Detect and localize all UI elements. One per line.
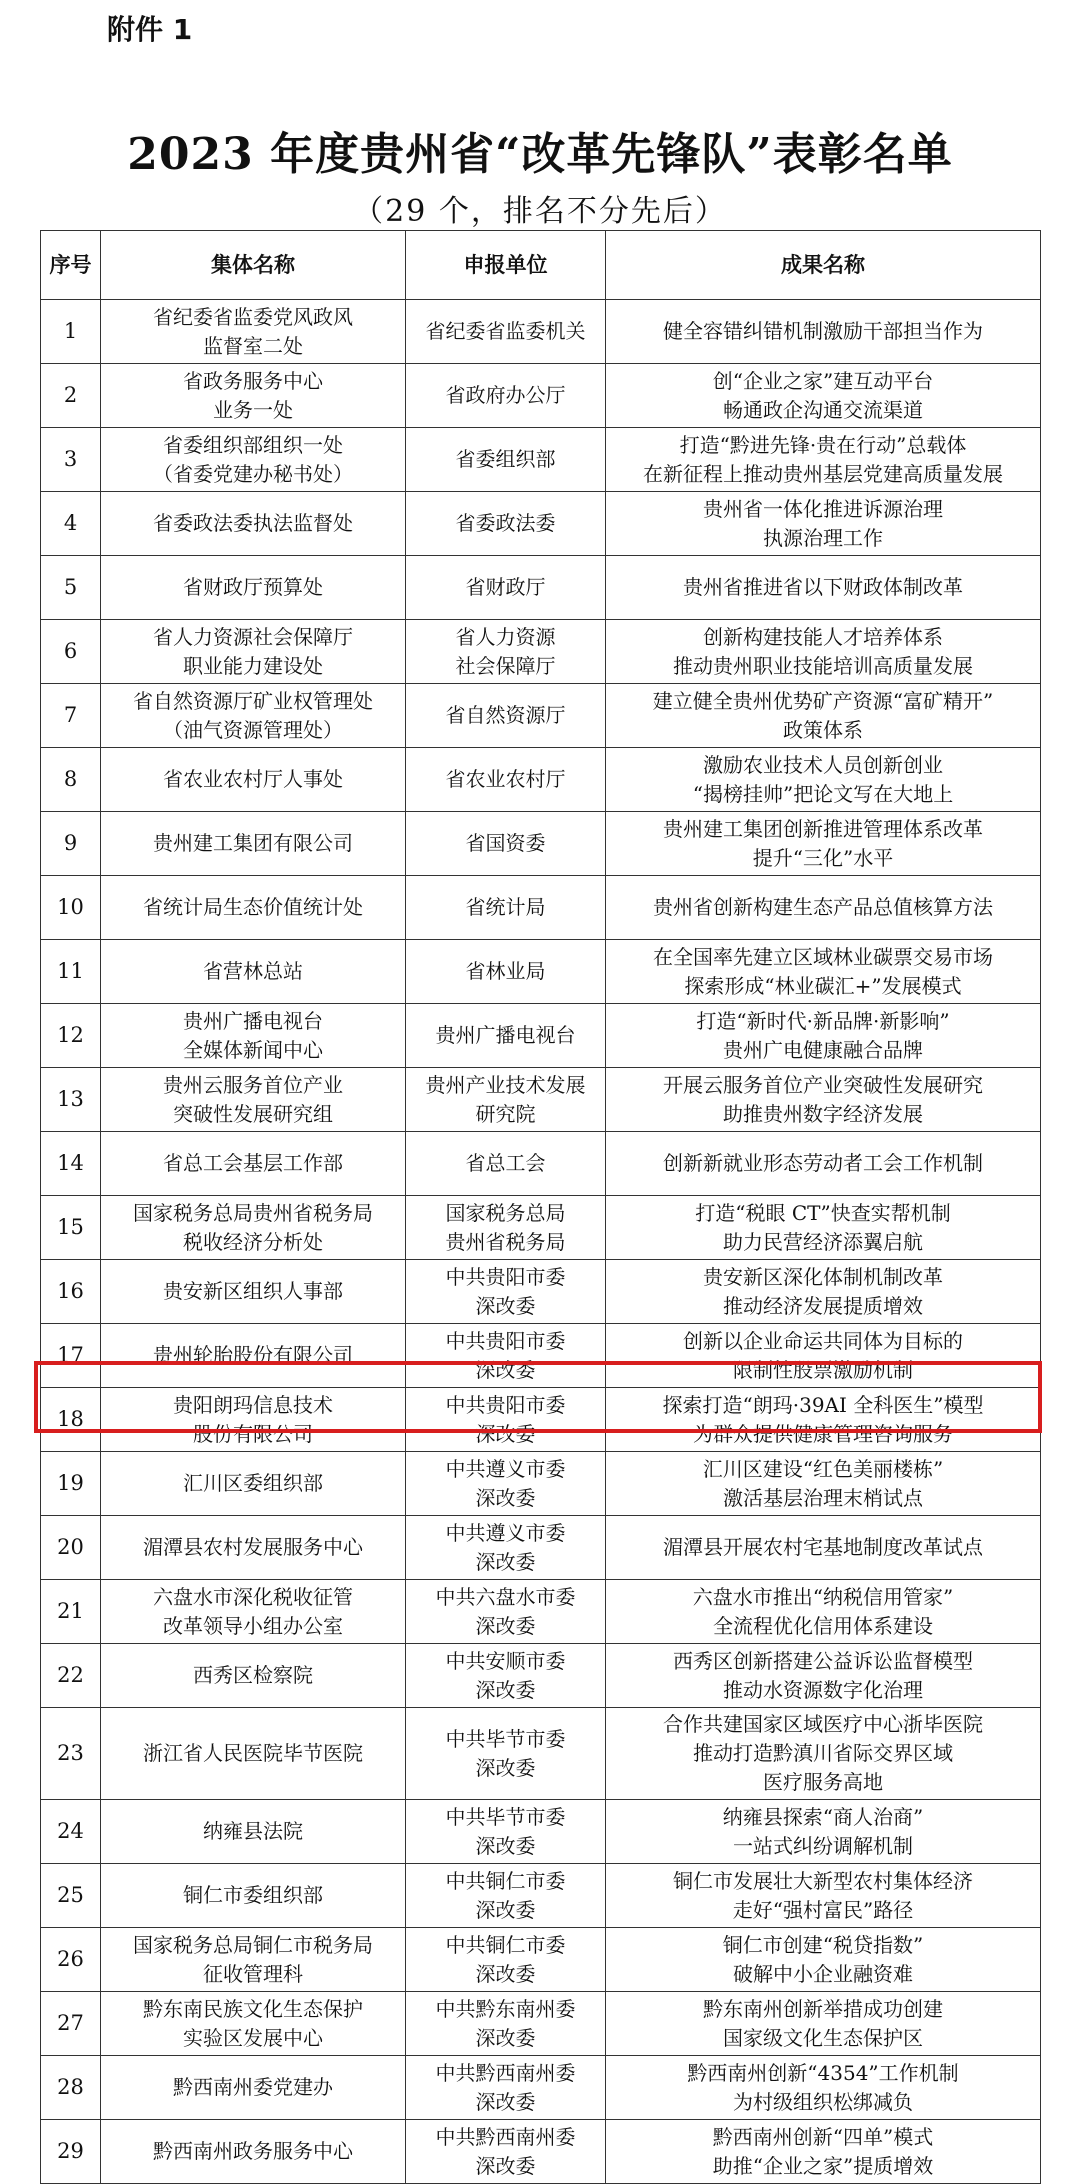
cell-name xyxy=(101,1132,406,1196)
cell-seq: 15 xyxy=(41,1196,101,1260)
cell-name-line: （省委党建办秘书处） xyxy=(153,461,353,486)
cell-unit xyxy=(406,1196,606,1260)
cell-name-line: 省人力资源社会保障厅 xyxy=(153,624,353,649)
cell-result xyxy=(606,1196,1041,1260)
cell-unit-line: 中共毕节市委 xyxy=(445,1726,566,1751)
cell-unit xyxy=(406,1004,606,1068)
cell-unit xyxy=(406,1644,606,1708)
cell-name-line: 贵安新区组织人事部 xyxy=(163,1279,343,1303)
header-name: 集体名称 xyxy=(101,231,406,300)
cell-name xyxy=(101,1708,406,1800)
cell-unit-line: 深改委 xyxy=(475,2153,536,2178)
cell-unit xyxy=(406,812,606,876)
cell-seq: 29 xyxy=(41,2120,101,2184)
cell-unit-line: 中共黔西南州委 xyxy=(435,2060,576,2085)
cell-result xyxy=(606,428,1041,492)
cell-result-line: 打造“新时代·新品牌·新影响” xyxy=(696,1008,950,1033)
cell-unit-line: 深改委 xyxy=(475,1485,536,1510)
cell-name xyxy=(101,1068,406,1132)
cell-unit-line: 省国资委 xyxy=(465,831,546,855)
cell-unit xyxy=(406,492,606,556)
cell-result xyxy=(606,300,1041,364)
cell-name xyxy=(101,876,406,940)
cell-result xyxy=(606,684,1041,748)
cell-result-line: 一站式纠纷调解机制 xyxy=(733,1833,913,1858)
cell-result xyxy=(606,1644,1041,1708)
cell-result xyxy=(606,1452,1041,1516)
cell-name-line: 铜仁市委组织部 xyxy=(183,1883,323,1907)
cell-unit xyxy=(406,364,606,428)
cell-unit-line: 中共遵义市委 xyxy=(445,1456,566,1481)
cell-result xyxy=(606,1068,1041,1132)
cell-seq: 17 xyxy=(41,1324,101,1388)
cell-result-line: 政策体系 xyxy=(783,717,863,742)
cell-unit xyxy=(406,1132,606,1196)
cell-result-line: 贵州省一体化推进诉源治理 xyxy=(703,496,943,521)
cell-unit-line: 深改委 xyxy=(475,1421,536,1446)
cell-unit-line: 贵州省税务局 xyxy=(445,1229,566,1254)
cell-result-line: 执源治理工作 xyxy=(763,525,883,550)
cell-seq: 16 xyxy=(41,1260,101,1324)
cell-unit xyxy=(406,1068,606,1132)
cell-result-line: 开展云服务首位产业突破性发展研究 xyxy=(663,1072,983,1097)
header-result: 成果名称 xyxy=(606,231,1041,300)
cell-unit xyxy=(406,940,606,1004)
cell-seq: 8 xyxy=(41,748,101,812)
cell-name-line: 国家税务总局贵州省税务局 xyxy=(133,1200,373,1225)
table-row xyxy=(41,1580,1041,1644)
cell-result xyxy=(606,2120,1041,2184)
cell-seq: 5 xyxy=(41,556,101,620)
cell-name xyxy=(101,748,406,812)
cell-result-line: 创新构建技能人才培养体系 xyxy=(703,624,943,649)
cell-name-line: 省财政厅预算处 xyxy=(183,575,323,599)
cell-name xyxy=(101,1644,406,1708)
cell-result-line: 创“企业之家”建互动平台 xyxy=(712,368,934,393)
cell-result-line: 湄潭县开展农村宅基地制度改革试点 xyxy=(663,1535,983,1559)
cell-name xyxy=(101,1800,406,1864)
table-row xyxy=(41,364,1041,428)
cell-result-line: 限制性股票激励机制 xyxy=(733,1357,913,1382)
cell-result-line: 为群众提供健康管理咨询服务 xyxy=(693,1421,953,1446)
cell-result xyxy=(606,1992,1041,2056)
table-row xyxy=(41,1452,1041,1516)
cell-name-line: 省营林总站 xyxy=(203,959,303,983)
cell-unit-line: 中共毕节市委 xyxy=(445,1804,566,1829)
cell-result-line: 畅通政企沟通交流渠道 xyxy=(723,397,923,422)
cell-seq: 20 xyxy=(41,1516,101,1580)
award-table xyxy=(40,230,1041,2184)
cell-name xyxy=(101,1864,406,1928)
cell-name xyxy=(101,1452,406,1516)
cell-unit xyxy=(406,620,606,684)
table-row xyxy=(41,556,1041,620)
cell-unit xyxy=(406,1452,606,1516)
cell-name-line: 业务一处 xyxy=(213,397,293,422)
cell-name xyxy=(101,1388,406,1452)
cell-result-line: 贵州建工集团创新推进管理体系改革 xyxy=(663,816,983,841)
cell-unit-line: 深改委 xyxy=(475,1357,536,1382)
cell-name-line: 贵州建工集团有限公司 xyxy=(153,831,353,855)
table-row xyxy=(41,1864,1041,1928)
table-row xyxy=(41,876,1041,940)
cell-result-line: 贵安新区深化体制机制改革 xyxy=(703,1264,943,1289)
cell-unit-line: 深改委 xyxy=(475,1549,536,1574)
cell-result-line: 国家级文化生态保护区 xyxy=(723,2025,923,2050)
cell-seq: 26 xyxy=(41,1928,101,1992)
cell-name xyxy=(101,364,406,428)
cell-name-line: 省委政法委执法监督处 xyxy=(153,511,353,535)
cell-name-line: 全媒体新闻中心 xyxy=(183,1037,323,1062)
cell-seq: 19 xyxy=(41,1452,101,1516)
cell-result-line: 为村级组织松绑减负 xyxy=(733,2089,913,2114)
cell-seq: 2 xyxy=(41,364,101,428)
cell-result xyxy=(606,1260,1041,1324)
cell-result-line: 汇川区建设“红色美丽楼栋” xyxy=(702,1456,944,1481)
cell-unit xyxy=(406,1580,606,1644)
cell-result-line: 助推贵州数字经济发展 xyxy=(723,1101,923,1126)
cell-unit-line: 深改委 xyxy=(475,1293,536,1318)
cell-name-line: 职业能力建设处 xyxy=(183,653,323,678)
table-row xyxy=(41,1388,1041,1452)
cell-result xyxy=(606,2056,1041,2120)
cell-name xyxy=(101,1992,406,2056)
page-subtitle: （29 个，排名不分先后） xyxy=(353,194,727,229)
cell-result xyxy=(606,620,1041,684)
cell-unit-line: 中共铜仁市委 xyxy=(445,1868,566,1893)
cell-unit-line: 深改委 xyxy=(475,1961,536,1986)
cell-name xyxy=(101,1324,406,1388)
header-seq: 序号 xyxy=(41,231,101,300)
cell-name-line: （油气资源管理处） xyxy=(163,717,343,742)
cell-name xyxy=(101,492,406,556)
cell-unit-line: 中共遵义市委 xyxy=(445,1520,566,1545)
cell-result-line: 纳雍县探索“商人治商” xyxy=(722,1804,924,1829)
cell-result-line: 医疗服务高地 xyxy=(763,1770,883,1794)
cell-unit-line: 国家税务总局 xyxy=(445,1200,566,1225)
cell-name xyxy=(101,556,406,620)
cell-unit-line: 省统计局 xyxy=(465,895,546,919)
table-row xyxy=(41,300,1041,364)
table-row xyxy=(41,1004,1041,1068)
cell-result-line: 提升“三化”水平 xyxy=(752,845,894,870)
cell-unit xyxy=(406,1516,606,1580)
table-row xyxy=(41,1196,1041,1260)
table-row xyxy=(41,1644,1041,1708)
cell-result-line: 激活基层治理末梢试点 xyxy=(723,1485,923,1510)
table-row xyxy=(41,940,1041,1004)
cell-unit xyxy=(406,1928,606,1992)
cell-unit-line: 深改委 xyxy=(475,1897,536,1922)
cell-name-line: 湄潭县农村发展服务中心 xyxy=(143,1535,363,1559)
cell-result xyxy=(606,1132,1041,1196)
cell-name-line: 省政务服务中心 xyxy=(183,368,323,393)
table-body xyxy=(41,300,1041,2184)
cell-name xyxy=(101,684,406,748)
cell-name xyxy=(101,812,406,876)
cell-unit-line: 省总工会 xyxy=(465,1151,546,1175)
table-row xyxy=(41,492,1041,556)
cell-result-line: 六盘水市推出“纳税信用管家” xyxy=(692,1584,954,1609)
cell-result-line: 创新新就业形态劳动者工会工作机制 xyxy=(663,1151,983,1175)
cell-name xyxy=(101,1260,406,1324)
cell-result-line: 合作共建国家区域医疗中心浙毕医院 xyxy=(663,1712,983,1736)
cell-result-line: 贵州广电健康融合品牌 xyxy=(723,1037,923,1062)
cell-name xyxy=(101,1928,406,1992)
cell-result-line: 全流程优化信用体系建设 xyxy=(713,1613,933,1638)
cell-unit-line: 省人力资源 xyxy=(455,624,556,649)
cell-result xyxy=(606,364,1041,428)
cell-name-line: 省自然资源厅矿业权管理处 xyxy=(133,688,373,713)
cell-name xyxy=(101,1004,406,1068)
cell-name xyxy=(101,2056,406,2120)
cell-unit xyxy=(406,1260,606,1324)
cell-unit-line: 中共贵阳市委 xyxy=(445,1392,566,1417)
cell-unit xyxy=(406,684,606,748)
cell-result-line: 黔西南州创新“四单”模式 xyxy=(712,2124,934,2149)
cell-result-line: 激励农业技术人员创新创业 xyxy=(703,752,943,777)
table-row xyxy=(41,428,1041,492)
cell-result-line: 探索形成“林业碳汇+”发展模式 xyxy=(684,973,962,998)
table-row xyxy=(41,812,1041,876)
cell-result-line: 破解中小企业融资难 xyxy=(733,1961,913,1986)
table-row xyxy=(41,2056,1041,2120)
cell-unit-line: 中共黔东南州委 xyxy=(435,1996,576,2021)
cell-result-line: 黔西南州创新“4354”工作机制 xyxy=(687,2060,959,2085)
cell-seq: 3 xyxy=(41,428,101,492)
cell-name-line: 黔东南民族文化生态保护 xyxy=(143,1996,363,2021)
table-row xyxy=(41,1260,1041,1324)
cell-unit xyxy=(406,2120,606,2184)
cell-result xyxy=(606,556,1041,620)
cell-seq: 11 xyxy=(41,940,101,1004)
cell-name xyxy=(101,428,406,492)
cell-name-line: 汇川区委组织部 xyxy=(183,1471,323,1495)
cell-name-line: 监督室二处 xyxy=(203,333,303,358)
cell-unit xyxy=(406,1708,606,1800)
cell-name xyxy=(101,940,406,1004)
cell-result-line: 推动水资源数字化治理 xyxy=(723,1677,923,1702)
cell-name-line: 税收经济分析处 xyxy=(183,1229,323,1254)
cell-result-line: 助推“企业之家”提质增效 xyxy=(712,2153,934,2178)
cell-result xyxy=(606,1324,1041,1388)
cell-name-line: 征收管理科 xyxy=(203,1961,303,1986)
cell-result-line: 铜仁市发展壮大新型农村集体经济 xyxy=(673,1868,973,1893)
cell-unit-line: 深改委 xyxy=(475,2025,536,2050)
cell-name-line: 省委组织部组织一处 xyxy=(163,432,343,457)
cell-result-line: 贵州省创新构建生态产品总值核算方法 xyxy=(653,895,993,919)
cell-result-line: 健全容错纠错机制激励干部担当作为 xyxy=(663,319,983,343)
cell-result-line: 黔东南州创新举措成功创建 xyxy=(703,1996,943,2021)
cell-seq: 10 xyxy=(41,876,101,940)
cell-name-line: 西秀区检察院 xyxy=(193,1663,313,1687)
cell-name-line: 贵州轮胎股份有限公司 xyxy=(153,1343,353,1367)
cell-unit-line: 深改委 xyxy=(475,1613,536,1638)
page-title: 2023 年度贵州省“改革先锋队”表彰名单 xyxy=(127,129,953,180)
cell-result xyxy=(606,1516,1041,1580)
cell-unit-line: 中共安顺市委 xyxy=(445,1648,566,1673)
cell-unit-line: 中共贵阳市委 xyxy=(445,1328,566,1353)
cell-unit xyxy=(406,1324,606,1388)
cell-unit-line: 中共六盘水市委 xyxy=(435,1584,576,1609)
cell-unit xyxy=(406,748,606,812)
cell-result-line: 推动贵州职业技能培训高质量发展 xyxy=(673,653,973,678)
cell-seq: 23 xyxy=(41,1708,101,1800)
cell-name-line: 省农业农村厅人事处 xyxy=(163,767,343,791)
cell-name-line: 国家税务总局铜仁市税务局 xyxy=(133,1932,373,1957)
cell-name-line: 黔西南州政务服务中心 xyxy=(153,2139,353,2163)
cell-name-line: 六盘水市深化税收征管 xyxy=(153,1584,353,1609)
cell-unit-line: 深改委 xyxy=(475,1677,536,1702)
cell-result xyxy=(606,1864,1041,1928)
cell-name xyxy=(101,1196,406,1260)
cell-name-line: 贵阳朗玛信息技术 xyxy=(173,1392,333,1417)
cell-result-line: 助力民营经济添翼启航 xyxy=(723,1229,923,1254)
cell-name-line: 突破性发展研究组 xyxy=(173,1101,333,1126)
table-row xyxy=(41,1928,1041,1992)
cell-seq: 14 xyxy=(41,1132,101,1196)
table-row xyxy=(41,684,1041,748)
cell-unit-line: 省纪委省监委机关 xyxy=(425,319,586,343)
cell-result-line: 推动打造黔滇川省际交界区域 xyxy=(693,1741,953,1765)
cell-name-line: 改革领导小组办公室 xyxy=(163,1613,343,1638)
cell-name xyxy=(101,2120,406,2184)
cell-name xyxy=(101,300,406,364)
cell-unit-line: 贵州广播电视台 xyxy=(435,1023,576,1047)
cell-unit xyxy=(406,1800,606,1864)
cell-unit-line: 中共黔西南州委 xyxy=(435,2124,576,2149)
cell-unit-line: 省林业局 xyxy=(465,959,546,983)
cell-result xyxy=(606,812,1041,876)
cell-result xyxy=(606,940,1041,1004)
cell-unit xyxy=(406,2056,606,2120)
table-row xyxy=(41,1992,1041,2056)
cell-seq: 6 xyxy=(41,620,101,684)
cell-unit-line: 研究院 xyxy=(475,1101,536,1126)
cell-result-line: 走好“强村富民”路径 xyxy=(732,1897,914,1922)
table-row xyxy=(41,1068,1041,1132)
cell-unit xyxy=(406,1992,606,2056)
cell-name-line: 浙江省人民医院毕节医院 xyxy=(143,1741,363,1765)
cell-result xyxy=(606,1928,1041,1992)
cell-result xyxy=(606,1800,1041,1864)
cell-seq: 13 xyxy=(41,1068,101,1132)
table-row xyxy=(41,1516,1041,1580)
cell-unit-line: 省农业农村厅 xyxy=(445,767,566,791)
cell-name-line: 省纪委省监委党风政风 xyxy=(153,304,353,329)
cell-unit-line: 贵州产业技术发展 xyxy=(425,1072,586,1097)
table-row xyxy=(41,2120,1041,2184)
cell-unit xyxy=(406,1864,606,1928)
cell-name-line: 省总工会基层工作部 xyxy=(163,1151,343,1175)
cell-unit-line: 省财政厅 xyxy=(465,575,546,599)
table-header-row xyxy=(41,231,1041,300)
table-row xyxy=(41,748,1041,812)
attachment-label: 附件 1 xyxy=(107,13,193,46)
cell-result-line: 探索打造“朗玛·39AI 全科医生”模型 xyxy=(662,1392,984,1417)
cell-unit-line: 省委组织部 xyxy=(455,447,556,471)
cell-seq: 18 xyxy=(41,1388,101,1452)
table-row xyxy=(41,620,1041,684)
cell-result-line: “揭榜挂帅”把论文写在大地上 xyxy=(692,781,954,806)
table-row xyxy=(41,1324,1041,1388)
cell-result-line: 铜仁市创建“税贷指数” xyxy=(722,1932,924,1957)
cell-name-line: 股份有限公司 xyxy=(193,1421,313,1446)
cell-name-line: 贵州广播电视台 xyxy=(183,1008,323,1033)
cell-name xyxy=(101,1516,406,1580)
cell-result xyxy=(606,492,1041,556)
cell-seq: 7 xyxy=(41,684,101,748)
cell-unit-line: 省政府办公厅 xyxy=(445,383,566,407)
cell-seq: 22 xyxy=(41,1644,101,1708)
cell-seq: 24 xyxy=(41,1800,101,1864)
cell-unit-line: 深改委 xyxy=(475,1755,536,1780)
cell-seq: 25 xyxy=(41,1864,101,1928)
table-row xyxy=(41,1800,1041,1864)
cell-seq: 12 xyxy=(41,1004,101,1068)
cell-name-line: 贵州云服务首位产业 xyxy=(163,1072,343,1097)
cell-result-line: 建立健全贵州优势矿产资源“富矿精开” xyxy=(652,688,994,713)
cell-result-line: 贵州省推进省以下财政体制改革 xyxy=(683,575,963,599)
cell-seq: 21 xyxy=(41,1580,101,1644)
cell-result-line: 在全国率先建立区域林业碳票交易市场 xyxy=(653,944,993,969)
cell-name-line: 黔西南州委党建办 xyxy=(173,2075,333,2099)
cell-unit xyxy=(406,300,606,364)
cell-result-line: 打造“黔进先锋·贵在行动”总载体 xyxy=(679,432,967,457)
cell-unit xyxy=(406,876,606,940)
cell-unit-line: 省自然资源厅 xyxy=(445,703,566,727)
cell-unit xyxy=(406,428,606,492)
cell-result xyxy=(606,1388,1041,1452)
cell-seq: 4 xyxy=(41,492,101,556)
cell-result-line: 打造“税眼 CT”快查实帮机制 xyxy=(695,1200,951,1225)
cell-result xyxy=(606,1580,1041,1644)
cell-result xyxy=(606,748,1041,812)
cell-name-line: 纳雍县法院 xyxy=(203,1819,303,1843)
cell-result xyxy=(606,876,1041,940)
cell-unit-line: 深改委 xyxy=(475,1833,536,1858)
cell-seq: 28 xyxy=(41,2056,101,2120)
cell-name-line: 省统计局生态价值统计处 xyxy=(143,895,363,919)
cell-result-line: 创新以企业命运共同体为目标的 xyxy=(683,1328,963,1353)
cell-name xyxy=(101,1580,406,1644)
cell-result xyxy=(606,1708,1041,1800)
cell-result xyxy=(606,1004,1041,1068)
header-unit: 申报单位 xyxy=(406,231,606,300)
cell-seq: 1 xyxy=(41,300,101,364)
cell-name-line: 实验区发展中心 xyxy=(183,2025,323,2050)
cell-unit xyxy=(406,556,606,620)
cell-result-line: 推动经济发展提质增效 xyxy=(723,1293,923,1318)
cell-name xyxy=(101,620,406,684)
cell-unit-line: 省委政法委 xyxy=(455,511,556,535)
cell-unit-line: 深改委 xyxy=(475,2089,536,2114)
cell-seq: 27 xyxy=(41,1992,101,2056)
table-row xyxy=(41,1708,1041,1800)
cell-result-line: 西秀区创新搭建公益诉讼监督模型 xyxy=(673,1648,973,1673)
cell-unit-line: 社会保障厅 xyxy=(455,653,556,678)
cell-unit xyxy=(406,1388,606,1452)
cell-unit-line: 中共铜仁市委 xyxy=(445,1932,566,1957)
cell-unit-line: 中共贵阳市委 xyxy=(445,1264,566,1289)
cell-result-line: 在新征程上推动贵州基层党建高质量发展 xyxy=(643,461,1003,486)
cell-seq: 9 xyxy=(41,812,101,876)
table-row xyxy=(41,1132,1041,1196)
